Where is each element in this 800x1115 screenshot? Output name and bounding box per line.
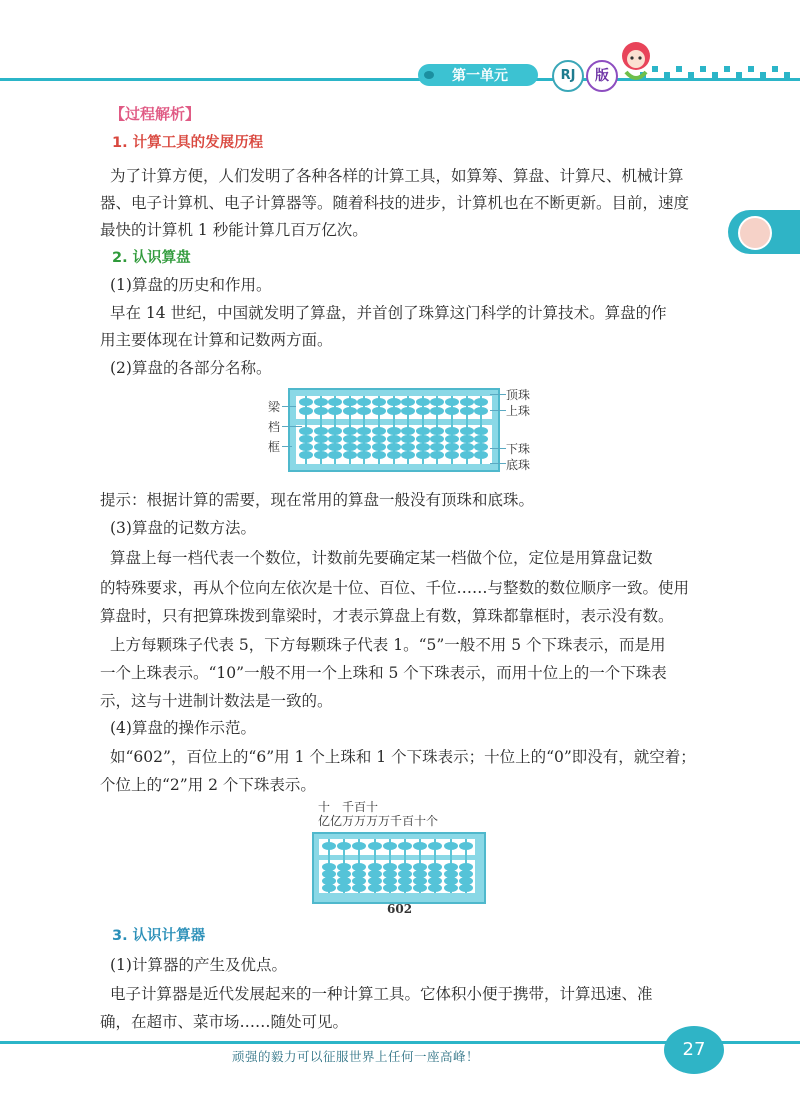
abacus-bead: [460, 451, 474, 459]
paragraph-line: 示，这与十进制计数法是一致的。: [100, 692, 333, 710]
abacus-bead: [322, 842, 336, 850]
abacus-bead: [368, 842, 382, 850]
abacus-bead: [444, 842, 458, 850]
abacus-bead: [460, 443, 474, 451]
abacus-bead: [343, 398, 357, 406]
abacus-bead: [343, 407, 357, 415]
abacus-bead: [398, 884, 412, 892]
abacus-bead: [460, 427, 474, 435]
abacus-bead: [372, 435, 386, 443]
abacus-bead: [343, 435, 357, 443]
paragraph-line: 算盘上每一档代表一个数位，计数前先要确定某一档做个位，定位是用算盘记数: [110, 549, 653, 567]
tip-text: 提示：根据计算的需要，现在常用的算盘一般没有顶珠和底珠。: [100, 491, 535, 509]
label-kuang: 框: [268, 440, 281, 454]
abacus-bead: [459, 884, 473, 892]
abacus-bead: [343, 427, 357, 435]
subheading: (2)算盘的各部分名称。: [110, 359, 272, 377]
side-mascot-icon: [738, 216, 772, 250]
paragraph-line: 为了计算方便，人们发明了各种各样的计算工具，如算筹、算盘、计算尺、机械计算: [110, 167, 684, 185]
label-dang: 档: [268, 420, 281, 434]
checker-decoration: [640, 58, 800, 84]
abacus-bead: [459, 842, 473, 850]
subheading: (1)算盘的历史和作用。: [110, 276, 272, 294]
label-upper-bead: 上珠: [506, 404, 531, 418]
abacus-bead: [416, 443, 430, 451]
abacus-bead: [372, 451, 386, 459]
abacus-bead: [445, 427, 459, 435]
page-number: 27: [664, 1026, 724, 1074]
abacus-bead: [314, 435, 328, 443]
abacus-bead: [368, 884, 382, 892]
abacus-bead: [299, 427, 313, 435]
footer-motto: 顽强的毅力可以征服世界上任何一座高峰！: [232, 1049, 480, 1064]
abacus-bead: [383, 884, 397, 892]
abacus-bead: [299, 407, 313, 415]
label-top-bead: 顶珠: [506, 388, 531, 402]
abacus-bead: [343, 443, 357, 451]
abacus-caption: 602: [387, 902, 413, 916]
abacus-bead: [416, 451, 430, 459]
leader-line: [282, 426, 302, 427]
label-liang: 梁: [268, 400, 281, 414]
abacus-bead: [387, 435, 401, 443]
label-bottom-bead: 底珠: [506, 458, 531, 472]
subheading: (4)算盘的操作示范。: [110, 719, 256, 737]
rj-badge: RJ: [552, 60, 584, 92]
leader-line: [282, 406, 296, 407]
abacus-bead: [372, 443, 386, 451]
abacus-bead: [314, 398, 328, 406]
abacus-bead: [299, 398, 313, 406]
abacus-bead: [314, 427, 328, 435]
abacus-bead: [416, 407, 430, 415]
abacus-bead: [416, 398, 430, 406]
abacus-bead: [416, 435, 430, 443]
abacus-bead: [398, 842, 412, 850]
place-labels-top: 十 千百十: [318, 800, 379, 814]
heading-2: 2. 认识算盘: [112, 250, 191, 266]
abacus-bead: [445, 435, 459, 443]
paragraph-line: 一个上珠表示。“10”一般不用一个上珠和 5 个下珠表示，而用十位上的一个下珠表: [100, 664, 667, 682]
abacus-bead: [387, 443, 401, 451]
paragraph-line: 个位上的“2”用 2 个下珠表示。: [100, 776, 316, 794]
leader-line: [490, 394, 506, 395]
abacus-bead: [445, 451, 459, 459]
unit-title: 第一单元: [452, 68, 508, 84]
abacus-bead: [322, 884, 336, 892]
paragraph-line: 用主要体现在计算和记数两方面。: [100, 331, 333, 349]
abacus-bead: [372, 407, 386, 415]
abacus-bead: [445, 443, 459, 451]
abacus-bead: [299, 435, 313, 443]
abacus-bead: [372, 398, 386, 406]
leader-line: [490, 463, 506, 464]
abacus-bead: [387, 398, 401, 406]
edition-badge: 版: [586, 60, 618, 92]
abacus-bead: [460, 435, 474, 443]
abacus-bead: [387, 451, 401, 459]
leader-line: [490, 448, 506, 449]
section-label: 【过程解析】: [110, 105, 201, 123]
abacus-bead: [445, 407, 459, 415]
paragraph-line: 确，在超市、菜市场……随处可见。: [100, 1013, 349, 1031]
abacus-bead: [416, 427, 430, 435]
paragraph-line: 的特殊要求，再从个位向左依次是十位、百位、千位……与整数的数位顺序一致。使用: [100, 579, 690, 597]
heading-1: 1. 计算工具的发展历程: [112, 135, 264, 151]
abacus-bead: [387, 407, 401, 415]
abacus-bead: [460, 398, 474, 406]
heading-3: 3. 认识计算器: [112, 928, 206, 944]
subheading: (3)算盘的记数方法。: [110, 519, 256, 537]
abacus-bead: [314, 443, 328, 451]
abacus-bead: [387, 427, 401, 435]
paragraph-line: 上方每颗珠子代表 5，下方每颗珠子代表 1。“5”一般不用 5 个下珠表示，而是用: [110, 636, 666, 654]
abacus-bead: [445, 398, 459, 406]
label-lower-bead: 下珠: [506, 442, 531, 456]
abacus-bead: [314, 451, 328, 459]
abacus-bead: [444, 884, 458, 892]
abacus-bead: [299, 451, 313, 459]
place-labels-bottom: 亿亿万万万万千百十个: [318, 814, 439, 828]
paragraph-line: 最快的计算机 1 秒能计算几百万亿次。: [100, 221, 368, 239]
abacus-bead: [460, 407, 474, 415]
pill-dot-icon: [424, 71, 434, 79]
paragraph-line: 早在 14 世纪，中国就发明了算盘，并首创了珠算这门科学的计算技术。算盘的作: [110, 304, 667, 322]
abacus-bead: [383, 842, 397, 850]
abacus-bead: [343, 451, 357, 459]
paragraph-line: 电子计算器是近代发展起来的一种计算工具。它体积小便于携带，计算迅速、准: [110, 985, 653, 1003]
abacus-bead: [299, 443, 313, 451]
abacus-bead: [372, 427, 386, 435]
paragraph-line: 算盘时，只有把算珠拨到靠梁时，才表示算盘上有数，算珠都靠框时，表示没有数。: [100, 607, 674, 625]
abacus-bead: [314, 407, 328, 415]
subheading: (1)计算器的产生及优点。: [110, 956, 287, 974]
leader-line: [490, 410, 506, 411]
mascot-icon: [612, 36, 658, 86]
leader-line: [282, 446, 292, 447]
paragraph-line: 器、电子计算机、电子计算器等。随着科技的进步，计算机也在不断更新。目前，速度: [100, 194, 690, 212]
paragraph-line: 如“602”，百位上的“6”用 1 个上珠和 1 个下珠表示；十位上的“0”即没有，就空着；: [110, 748, 696, 766]
